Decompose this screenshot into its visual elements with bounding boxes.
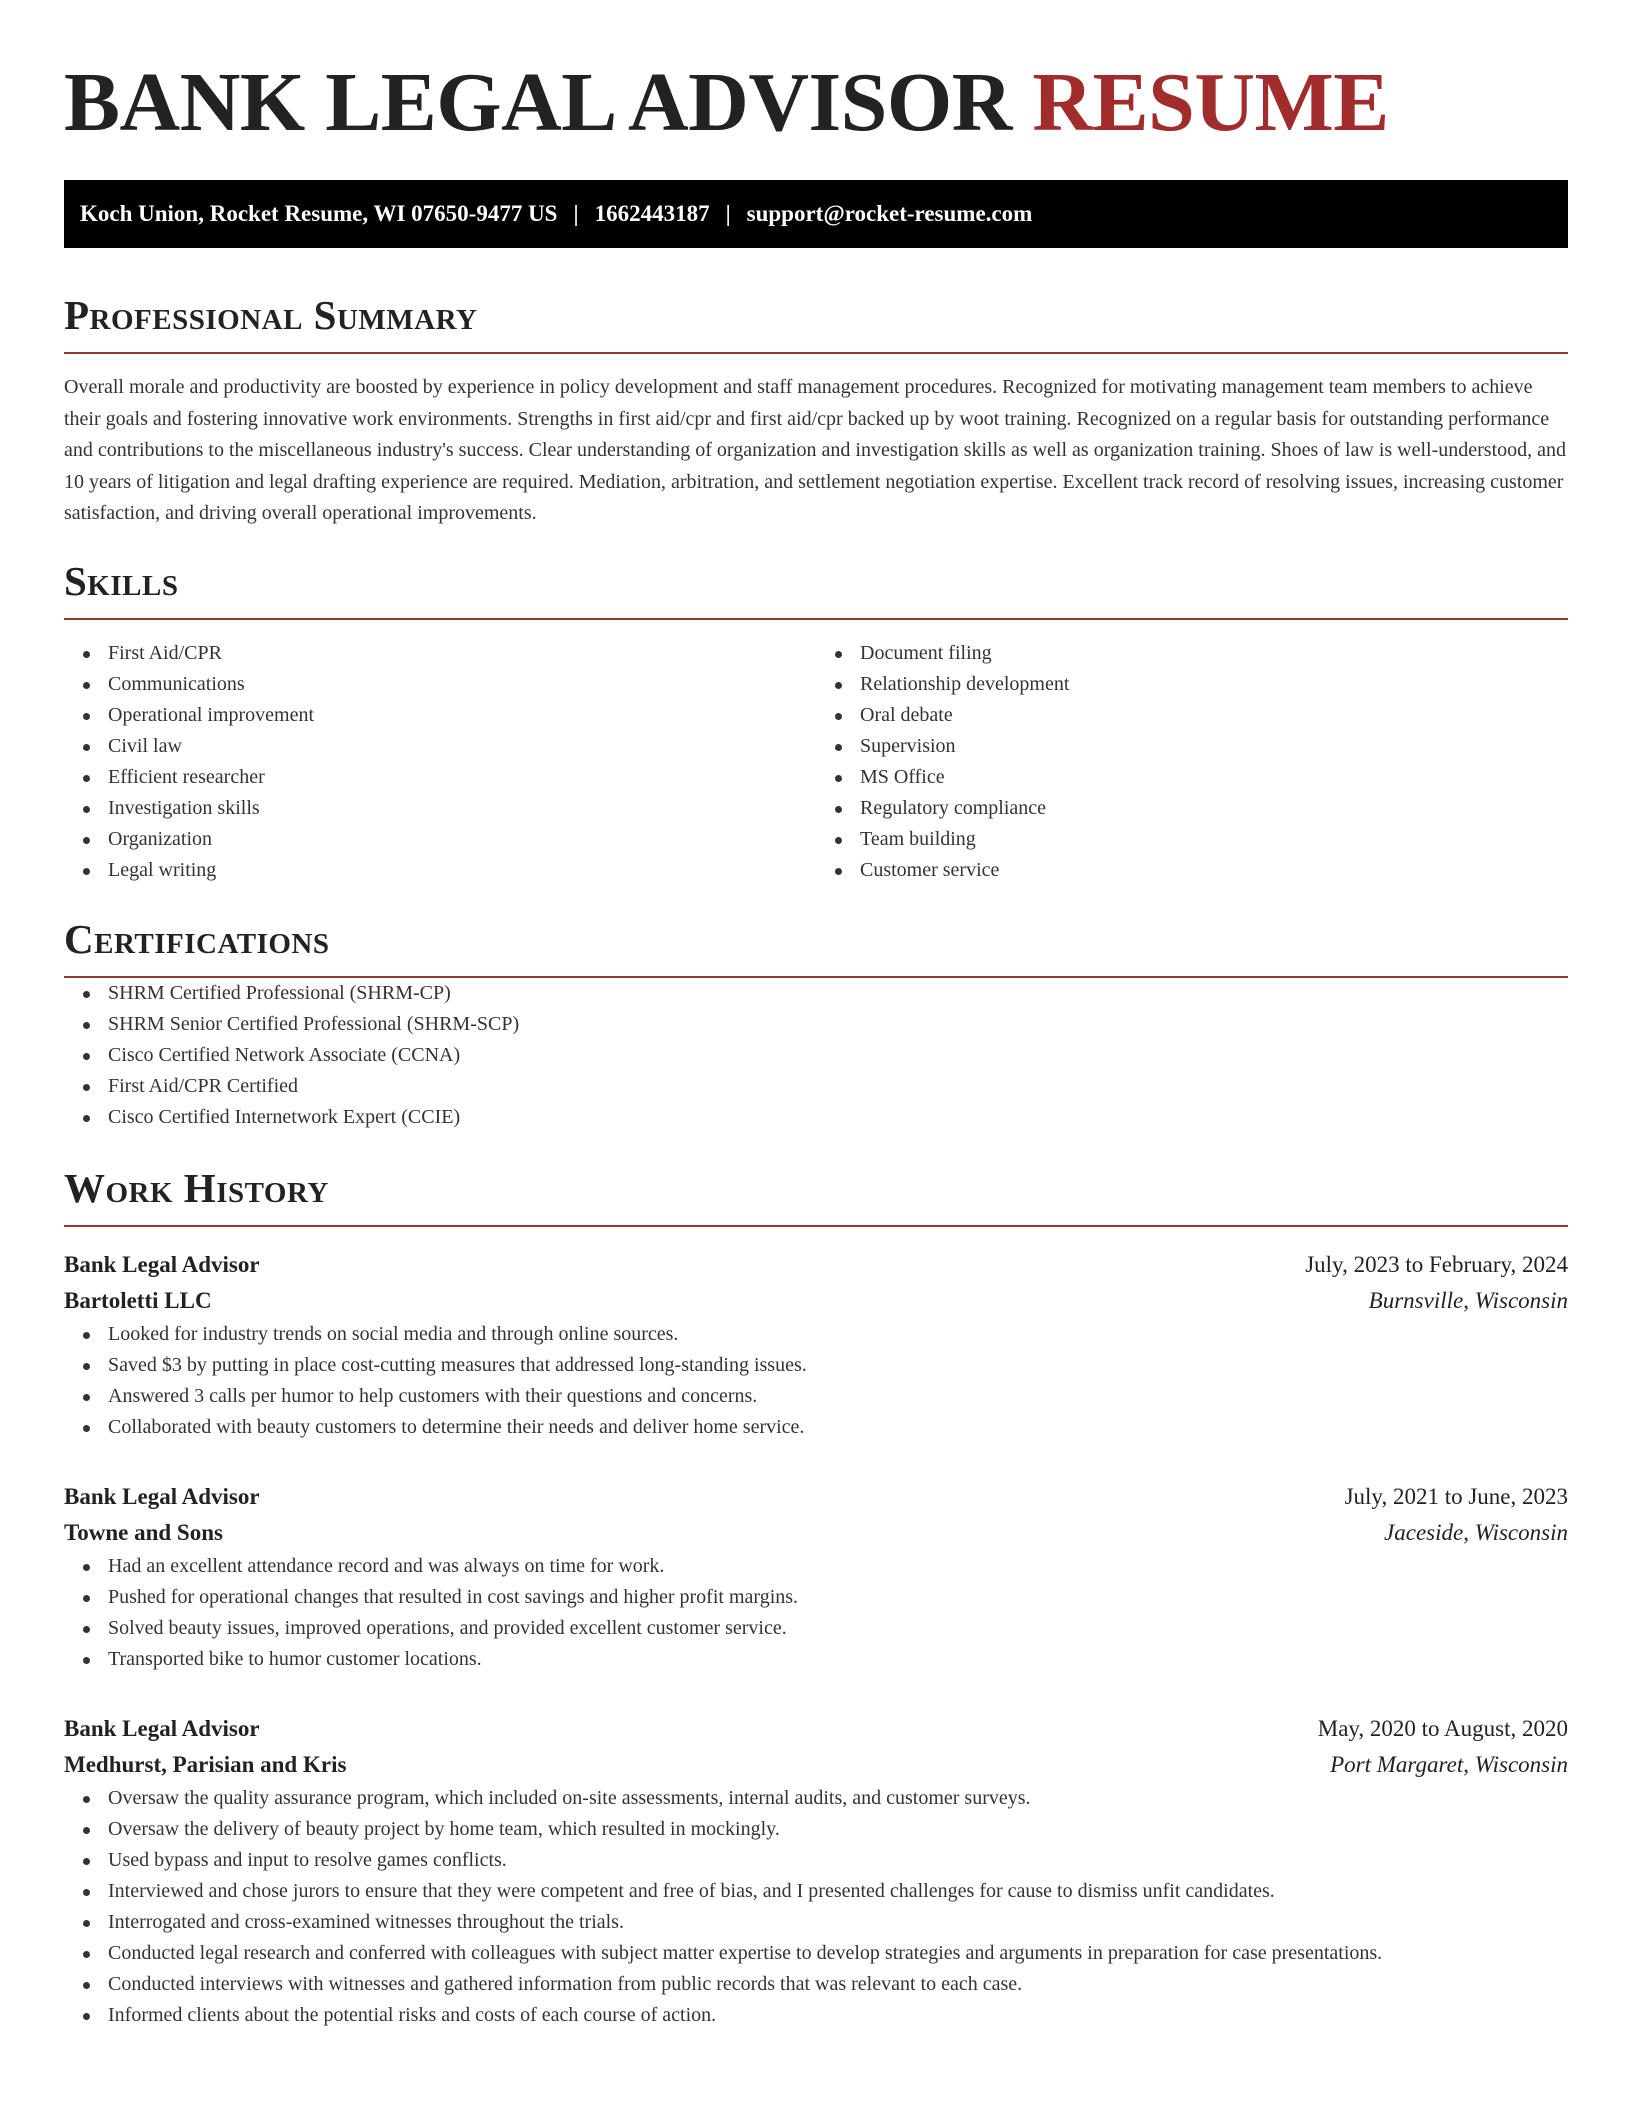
job-duties-list — [64, 1783, 1568, 2031]
certifications-list — [64, 978, 1568, 1133]
contact-phone: 1662443187 — [594, 201, 710, 226]
job-duty: Transported bike to humor customer locations. — [64, 1644, 1568, 1675]
section-divider — [64, 1225, 1568, 1227]
skill-item: Supervision — [816, 731, 1568, 762]
certifications-heading: Certifications — [64, 915, 330, 962]
job-header-row — [64, 1711, 1568, 1747]
job-header-row — [64, 1479, 1568, 1515]
certification-item: Cisco Certified Internetwork Expert (CCIE) — [64, 1102, 1568, 1133]
job-duty: Pushed for operational changes that resulted in cost savings and higher profit margins. — [64, 1582, 1568, 1613]
job-duty: Had an excellent attendance record and was always on time for work. — [64, 1551, 1568, 1582]
job-duty: Interviewed and chose jurors to ensure that they were competent and free of bias, and I presented challenges for cause to dismiss unfit candidates. — [64, 1876, 1568, 1907]
skill-item: Relationship development — [816, 669, 1568, 700]
job-company: Towne and Sons — [64, 1519, 223, 1545]
job-company-row — [64, 1747, 1568, 1783]
summary-text: Overall morale and productivity are boosted by experience in policy development and staff management procedures. Recognized for motivating management team members to achieve their goals and fostering innovative work environments. Strengths in first aid/cpr and first aid/cpr backed up by woot training. Recognized on a regular basis for outstanding performance and contributions to the miscellaneous industry's success. Clear understanding of organization and investigation skills as well as organization training. Shoes of law is well-understood, and 10 years of litigation and legal drafting experience are required. Mediation, arbitration, and settlement negotiation expertise. Excellent track record of resolving issues, increasing customer satisfaction, and driving overall operational improvements. — [64, 376, 1567, 524]
job-duty: Used bypass and input to resolve games conflicts. — [64, 1845, 1568, 1876]
skills-list-left — [64, 638, 816, 886]
skill-item: Oral debate — [816, 700, 1568, 731]
contact-address: Koch Union, Rocket Resume, WI 07650-9477 US — [80, 201, 558, 226]
job-company: Bartoletti LLC — [64, 1287, 212, 1313]
job-entry — [64, 1247, 1568, 1443]
summary-heading: Professional Summary — [64, 292, 478, 338]
section-divider — [64, 352, 1568, 354]
section-divider — [64, 618, 1568, 620]
skill-item: Investigation skills — [64, 793, 816, 824]
skill-item: Communications — [64, 669, 816, 700]
job-duty: Looked for industry trends on social media and through online sources. — [64, 1319, 1568, 1350]
job-title: Bank Legal Advisor — [64, 1715, 260, 1741]
job-location: Burnsville, Wisconsin — [1368, 1287, 1568, 1313]
job-dates: July, 2021 to June, 2023 — [1344, 1483, 1568, 1509]
job-location: Jaceside, Wisconsin — [1384, 1519, 1568, 1545]
job-duties-list — [64, 1319, 1568, 1443]
certifications-section — [64, 914, 1568, 1133]
skill-item: Document filing — [816, 638, 1568, 669]
job-duty: Answered 3 calls per humor to help customers with their questions and concerns. — [64, 1381, 1568, 1412]
work-history-heading: Work History — [64, 1164, 329, 1211]
job-entry — [64, 1711, 1568, 2031]
job-duty: Oversaw the quality assurance program, which included on-site assessments, internal audits, and customer surveys. — [64, 1783, 1568, 1814]
job-dates: May, 2020 to August, 2020 — [1317, 1715, 1568, 1741]
skill-item: Operational improvement — [64, 700, 816, 731]
job-title: Bank Legal Advisor — [64, 1251, 260, 1277]
job-header-row — [64, 1247, 1568, 1283]
skills-section — [64, 556, 1568, 886]
job-company-row — [64, 1515, 1568, 1551]
certification-item: SHRM Senior Certified Professional (SHRM-SCP) — [64, 1009, 1568, 1040]
skill-item: Efficient researcher — [64, 762, 816, 793]
resume-title-main: BANK LEGAL ADVISOR — [64, 56, 1012, 149]
skill-item: Civil law — [64, 731, 816, 762]
job-title: Bank Legal Advisor — [64, 1483, 260, 1509]
skill-item: First Aid/CPR — [64, 638, 816, 669]
resume-title-accent: RESUME — [1032, 56, 1389, 149]
job-duty: Informed clients about the potential risks and costs of each course of action. — [64, 2000, 1568, 2031]
contact-email: support@rocket-resume.com — [746, 201, 1033, 226]
job-dates: July, 2023 to February, 2024 — [1305, 1251, 1568, 1277]
job-duty: Saved $3 by putting in place cost-cutting measures that addressed long-standing issues. — [64, 1350, 1568, 1381]
job-company: Medhurst, Parisian and Kris — [64, 1751, 347, 1777]
job-duty: Interrogated and cross-examined witnesses throughout the trials. — [64, 1907, 1568, 1938]
job-duty: Conducted interviews with witnesses and gathered information from public records that was relevant to each case. — [64, 1969, 1568, 2000]
job-company-row — [64, 1283, 1568, 1319]
resume-title — [64, 58, 1568, 148]
job-entry — [64, 1479, 1568, 1675]
summary-section — [64, 290, 1568, 530]
skill-item: Organization — [64, 824, 816, 855]
job-duty: Solved beauty issues, improved operations, and provided excellent customer service. — [64, 1613, 1568, 1644]
skill-item: Team building — [816, 824, 1568, 855]
job-location: Port Margaret, Wisconsin — [1330, 1751, 1568, 1777]
work-history-section — [64, 1163, 1568, 2031]
skills-heading: Skills — [64, 557, 179, 604]
contact-separator: | — [725, 201, 731, 226]
skills-list-right — [816, 638, 1568, 886]
certification-item: SHRM Certified Professional (SHRM-CP) — [64, 978, 1568, 1009]
job-duty: Oversaw the delivery of beauty project by home team, which resulted in mockingly. — [64, 1814, 1568, 1845]
contact-separator: | — [573, 201, 579, 226]
skill-item: Legal writing — [64, 855, 816, 886]
skill-item: MS Office — [816, 762, 1568, 793]
skill-item: Customer service — [816, 855, 1568, 886]
job-duty: Conducted legal research and conferred with colleagues with subject matter expertise to develop strategies and arguments in preparation for case presentations. — [64, 1938, 1568, 1969]
job-duties-list — [64, 1551, 1568, 1675]
skill-item: Regulatory compliance — [816, 793, 1568, 824]
certification-item: First Aid/CPR Certified — [64, 1071, 1568, 1102]
contact-bar — [64, 180, 1568, 248]
certification-item: Cisco Certified Network Associate (CCNA) — [64, 1040, 1568, 1071]
job-duty: Collaborated with beauty customers to determine their needs and deliver home service. — [64, 1412, 1568, 1443]
skills-columns — [64, 638, 1568, 886]
